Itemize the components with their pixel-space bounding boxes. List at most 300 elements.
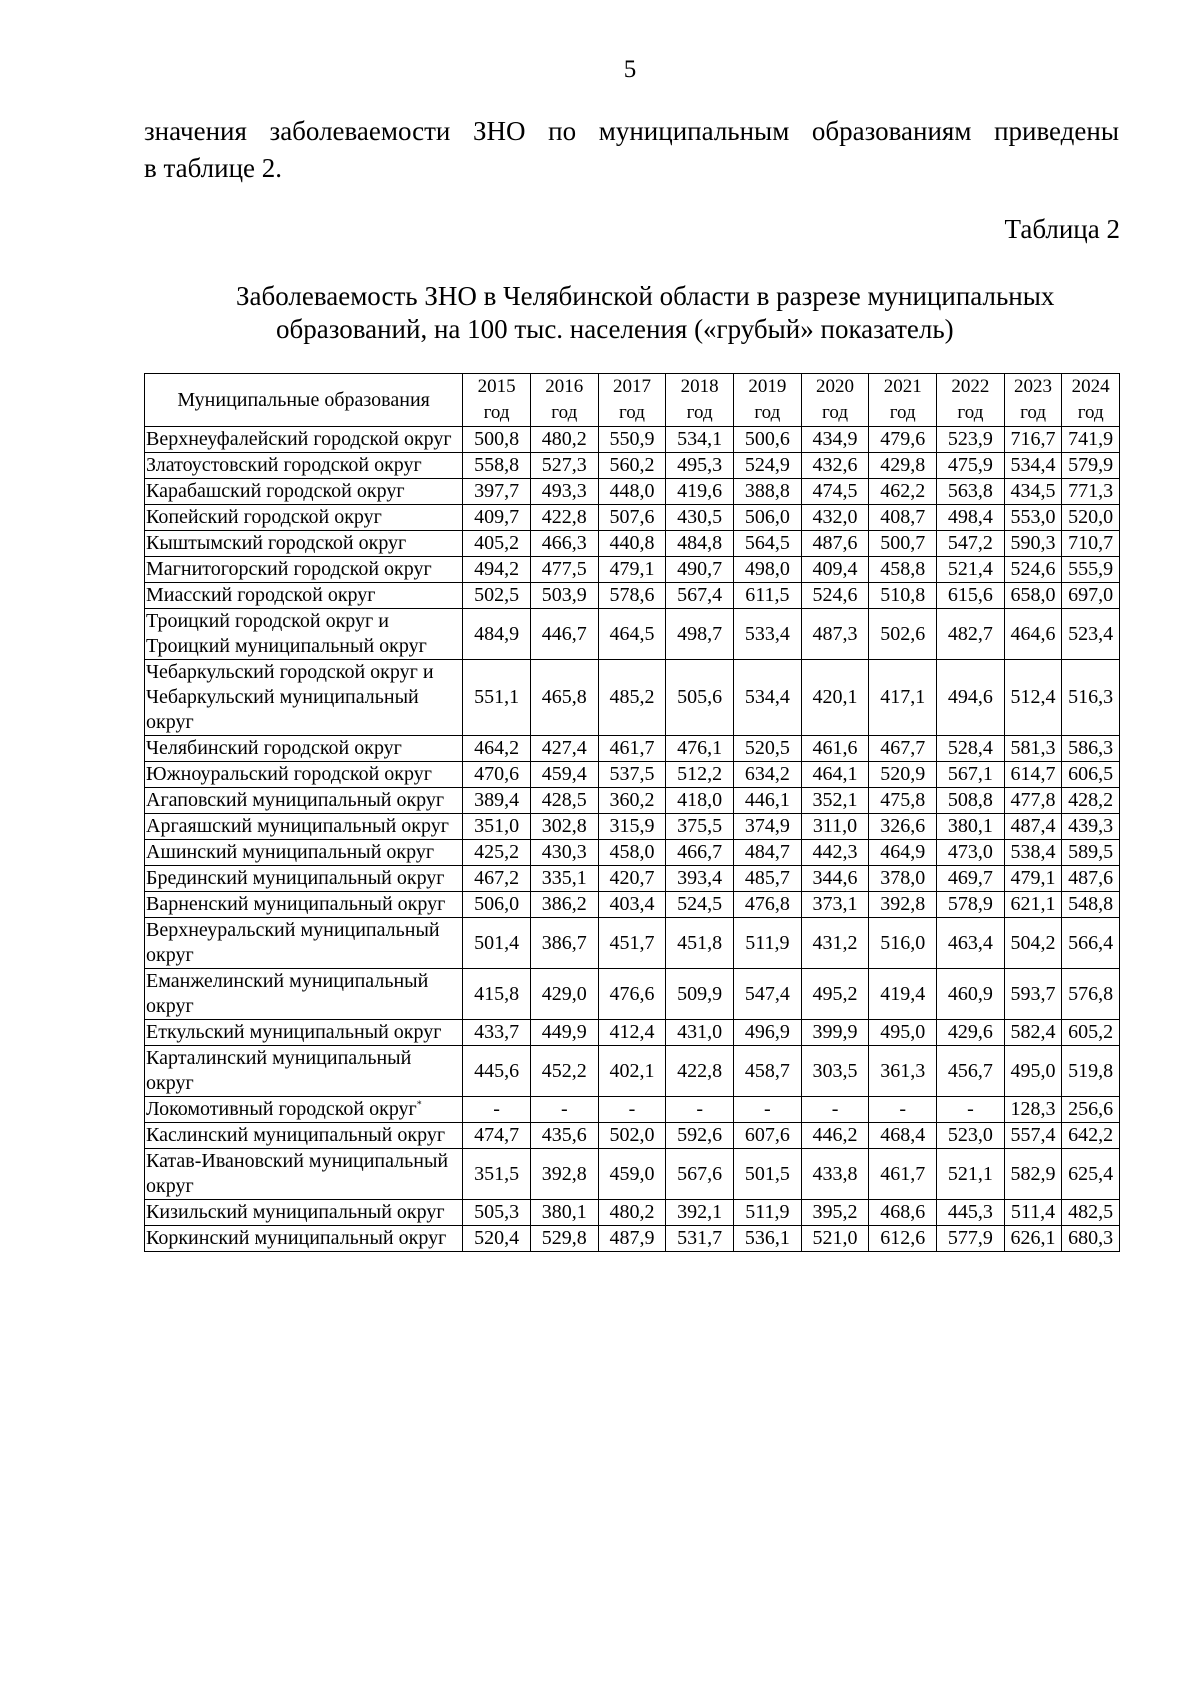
value-cell-2015: 433,7: [463, 1020, 531, 1046]
value-cell-2017: 479,1: [598, 557, 666, 583]
value-cell-2017: 507,6: [598, 505, 666, 531]
value-cell-2023: 621,1: [1004, 892, 1062, 918]
value-cell-2023: 590,3: [1004, 531, 1062, 557]
value-cell-2016: 386,7: [530, 918, 598, 969]
value-cell-2023: 581,3: [1004, 736, 1062, 762]
value-cell-2022: 567,1: [937, 762, 1005, 788]
table-caption: [144, 280, 1119, 346]
value-cell-2015: 558,8: [463, 453, 531, 479]
value-cell-2018: 498,7: [666, 609, 734, 660]
header-year-value: 2019: [748, 376, 787, 397]
value-cell-2021: 520,9: [869, 762, 937, 788]
value-cell-2019: 524,9: [734, 453, 802, 479]
value-cell-2019: -: [734, 1097, 802, 1123]
value-cell-2024: 428,2: [1062, 788, 1120, 814]
value-cell-2021: 392,8: [869, 892, 937, 918]
table-row: [145, 736, 1120, 762]
value-cell-2017: -: [598, 1097, 666, 1123]
value-cell-2023: 582,9: [1004, 1149, 1062, 1200]
value-cell-2015: 474,7: [463, 1123, 531, 1149]
municipality-name: Аргаяшский муниципальный округ: [146, 815, 449, 837]
header-year-value: 2016: [545, 376, 584, 397]
header-year-2022: [937, 374, 1005, 427]
value-cell-2016: 449,9: [530, 1020, 598, 1046]
table-row: [145, 1097, 1120, 1123]
value-cell-2019: 476,8: [734, 892, 802, 918]
header-year-suffix: год: [686, 402, 713, 423]
value-cell-2018: 534,1: [666, 427, 734, 453]
municipality-name-cell: [145, 788, 463, 814]
value-cell-2016: 429,0: [530, 969, 598, 1020]
value-cell-2015: 405,2: [463, 531, 531, 557]
value-cell-2018: 392,1: [666, 1200, 734, 1226]
value-cell-2021: 468,4: [869, 1123, 937, 1149]
header-year-2024: [1062, 374, 1120, 427]
value-cell-2016: 477,5: [530, 557, 598, 583]
header-year-2023: [1004, 374, 1062, 427]
municipality-name: Карталинский муниципальный округ: [146, 1047, 412, 1094]
value-cell-2017: 480,2: [598, 1200, 666, 1226]
intro-line-2: в таблице 2.: [144, 153, 283, 183]
value-cell-2022: 463,4: [937, 918, 1005, 969]
municipality-name-cell: [145, 840, 463, 866]
value-cell-2015: 484,9: [463, 609, 531, 660]
value-cell-2018: 505,6: [666, 660, 734, 736]
value-cell-2020: 399,9: [801, 1020, 869, 1046]
value-cell-2021: 417,1: [869, 660, 937, 736]
value-cell-2016: 422,8: [530, 505, 598, 531]
value-cell-2018: -: [666, 1097, 734, 1123]
value-cell-2016: 302,8: [530, 814, 598, 840]
value-cell-2015: 520,4: [463, 1226, 531, 1252]
value-cell-2019: 533,4: [734, 609, 802, 660]
value-cell-2023: 716,7: [1004, 427, 1062, 453]
value-cell-2016: 335,1: [530, 866, 598, 892]
value-cell-2024: 520,0: [1062, 505, 1120, 531]
value-cell-2023: 487,4: [1004, 814, 1062, 840]
value-cell-2022: 475,9: [937, 453, 1005, 479]
value-cell-2024: 439,3: [1062, 814, 1120, 840]
value-cell-2018: 451,8: [666, 918, 734, 969]
value-cell-2016: 430,3: [530, 840, 598, 866]
table-row: [145, 1046, 1120, 1097]
municipality-name: Кизильский муниципальный округ: [146, 1201, 445, 1223]
municipality-name: Каслинский муниципальный округ: [146, 1124, 446, 1146]
municipality-name-cell: [145, 505, 463, 531]
value-cell-2023: 534,4: [1004, 453, 1062, 479]
value-cell-2021: 464,9: [869, 840, 937, 866]
value-cell-2020: 303,5: [801, 1046, 869, 1097]
value-cell-2023: 434,5: [1004, 479, 1062, 505]
value-cell-2016: 527,3: [530, 453, 598, 479]
table-row: [145, 505, 1120, 531]
value-cell-2024: 576,8: [1062, 969, 1120, 1020]
value-cell-2022: 577,9: [937, 1226, 1005, 1252]
municipality-name-cell: [145, 1149, 463, 1200]
value-cell-2016: 386,2: [530, 892, 598, 918]
value-cell-2024: 625,4: [1062, 1149, 1120, 1200]
municipality-name-cell: [145, 892, 463, 918]
municipality-name: Златоустовский городской округ: [146, 454, 422, 476]
page-number: 5: [623, 56, 637, 83]
value-cell-2020: 431,2: [801, 918, 869, 969]
value-cell-2017: 315,9: [598, 814, 666, 840]
value-cell-2021: 500,7: [869, 531, 937, 557]
value-cell-2020: 487,6: [801, 531, 869, 557]
municipality-name: Еткульский муниципальный округ: [146, 1021, 442, 1043]
value-cell-2023: 658,0: [1004, 583, 1062, 609]
value-cell-2015: 397,7: [463, 479, 531, 505]
municipality-name-cell: [145, 557, 463, 583]
value-cell-2023: 504,2: [1004, 918, 1062, 969]
value-cell-2016: -: [530, 1097, 598, 1123]
value-cell-2020: 474,5: [801, 479, 869, 505]
value-cell-2020: 373,1: [801, 892, 869, 918]
header-year-value: 2022: [951, 376, 990, 397]
municipality-name: Миасский городской округ: [146, 584, 376, 606]
value-cell-2017: 487,9: [598, 1226, 666, 1252]
table-row: [145, 557, 1120, 583]
table-row: [145, 814, 1120, 840]
value-cell-2018: 393,4: [666, 866, 734, 892]
value-cell-2019: 501,5: [734, 1149, 802, 1200]
value-cell-2016: 529,8: [530, 1226, 598, 1252]
value-cell-2024: 697,0: [1062, 583, 1120, 609]
value-cell-2015: 494,2: [463, 557, 531, 583]
table-row: [145, 866, 1120, 892]
value-cell-2024: 516,3: [1062, 660, 1120, 736]
value-cell-2022: 508,8: [937, 788, 1005, 814]
caption-line-2: образований, на 100 тыс. населения («грубый» показатель): [276, 314, 954, 344]
value-cell-2022: 523,9: [937, 427, 1005, 453]
value-cell-2024: 482,5: [1062, 1200, 1120, 1226]
incidence-table: [144, 373, 1120, 1252]
header-year-value: 2015: [477, 376, 516, 397]
value-cell-2015: 445,6: [463, 1046, 531, 1097]
value-cell-2018: 495,3: [666, 453, 734, 479]
value-cell-2016: 435,6: [530, 1123, 598, 1149]
value-cell-2023: 582,4: [1004, 1020, 1062, 1046]
municipality-name-cell: [145, 969, 463, 1020]
value-cell-2017: 403,4: [598, 892, 666, 918]
value-cell-2023: 495,0: [1004, 1046, 1062, 1097]
value-cell-2018: 476,1: [666, 736, 734, 762]
municipality-name: Верхнеуральский муниципальный округ: [146, 919, 440, 966]
value-cell-2022: 429,6: [937, 1020, 1005, 1046]
value-cell-2021: 408,7: [869, 505, 937, 531]
table-row: [145, 609, 1120, 660]
value-cell-2017: 402,1: [598, 1046, 666, 1097]
value-cell-2023: 538,4: [1004, 840, 1062, 866]
value-cell-2022: 456,7: [937, 1046, 1005, 1097]
value-cell-2021: 467,7: [869, 736, 937, 762]
value-cell-2016: 380,1: [530, 1200, 598, 1226]
value-cell-2019: 534,4: [734, 660, 802, 736]
table-row: [145, 427, 1120, 453]
value-cell-2020: 409,4: [801, 557, 869, 583]
table-row: [145, 1200, 1120, 1226]
value-cell-2022: 547,2: [937, 531, 1005, 557]
value-cell-2017: 458,0: [598, 840, 666, 866]
value-cell-2020: 521,0: [801, 1226, 869, 1252]
municipality-name-cell: [145, 609, 463, 660]
value-cell-2019: 634,2: [734, 762, 802, 788]
table-row: [145, 1226, 1120, 1252]
value-cell-2018: 509,9: [666, 969, 734, 1020]
value-cell-2021: 361,3: [869, 1046, 937, 1097]
header-year-suffix: год: [618, 402, 645, 423]
value-cell-2018: 567,6: [666, 1149, 734, 1200]
value-cell-2024: 710,7: [1062, 531, 1120, 557]
table-row: [145, 762, 1120, 788]
value-cell-2021: 612,6: [869, 1226, 937, 1252]
value-cell-2018: 490,7: [666, 557, 734, 583]
value-cell-2019: 500,6: [734, 427, 802, 453]
value-cell-2022: 528,4: [937, 736, 1005, 762]
value-cell-2017: 464,5: [598, 609, 666, 660]
municipality-name-cell: [145, 762, 463, 788]
value-cell-2022: 523,0: [937, 1123, 1005, 1149]
value-cell-2024: 680,3: [1062, 1226, 1120, 1252]
value-cell-2015: 467,2: [463, 866, 531, 892]
header-municipality: Муниципальные образования: [145, 374, 463, 427]
value-cell-2017: 461,7: [598, 736, 666, 762]
value-cell-2015: 425,2: [463, 840, 531, 866]
municipality-name: Агаповский муниципальный округ: [146, 789, 445, 811]
municipality-name-cell: [145, 453, 463, 479]
table-label: Таблица 2: [1004, 214, 1120, 244]
municipality-name: Варненский муниципальный округ: [146, 893, 446, 915]
value-cell-2015: 351,0: [463, 814, 531, 840]
table-row: [145, 660, 1120, 736]
value-cell-2020: 461,6: [801, 736, 869, 762]
value-cell-2015: 505,3: [463, 1200, 531, 1226]
value-cell-2019: 484,7: [734, 840, 802, 866]
value-cell-2023: 553,0: [1004, 505, 1062, 531]
municipality-name: Копейский городской округ: [146, 506, 382, 528]
value-cell-2017: 448,0: [598, 479, 666, 505]
municipality-name: Карабашский городской округ: [146, 480, 405, 502]
header-year-suffix: год: [551, 402, 578, 423]
municipality-name-cell: [145, 1097, 463, 1123]
intro-line-1: значения заболеваемости ЗНО по муниципальным образованиям приведены: [144, 116, 1119, 146]
value-cell-2024: 555,9: [1062, 557, 1120, 583]
value-cell-2020: 487,3: [801, 609, 869, 660]
value-cell-2017: 420,7: [598, 866, 666, 892]
municipality-name: Ашинский муниципальный округ: [146, 841, 435, 863]
value-cell-2022: -: [937, 1097, 1005, 1123]
value-cell-2023: 524,6: [1004, 557, 1062, 583]
value-cell-2023: 512,4: [1004, 660, 1062, 736]
value-cell-2016: 427,4: [530, 736, 598, 762]
header-year-suffix: год: [822, 402, 848, 423]
value-cell-2022: 380,1: [937, 814, 1005, 840]
value-cell-2018: 466,7: [666, 840, 734, 866]
table-row: [145, 840, 1120, 866]
table-row: [145, 969, 1120, 1020]
value-cell-2015: 415,8: [463, 969, 531, 1020]
value-cell-2024: 642,2: [1062, 1123, 1120, 1149]
value-cell-2016: 465,8: [530, 660, 598, 736]
value-cell-2020: 442,3: [801, 840, 869, 866]
value-cell-2020: 432,6: [801, 453, 869, 479]
header-year-value: 2018: [680, 376, 719, 397]
value-cell-2021: 429,8: [869, 453, 937, 479]
value-cell-2015: 551,1: [463, 660, 531, 736]
municipality-name-cell: [145, 1200, 463, 1226]
value-cell-2016: 493,3: [530, 479, 598, 505]
municipality-name: Катав-Ивановский муниципальный округ: [146, 1150, 449, 1197]
value-cell-2020: 433,8: [801, 1149, 869, 1200]
value-cell-2019: 446,1: [734, 788, 802, 814]
value-cell-2024: 566,4: [1062, 918, 1120, 969]
header-year-2016: [530, 374, 598, 427]
value-cell-2021: 458,8: [869, 557, 937, 583]
value-cell-2020: 464,1: [801, 762, 869, 788]
value-cell-2017: 485,2: [598, 660, 666, 736]
value-cell-2019: 511,9: [734, 918, 802, 969]
value-cell-2018: 484,8: [666, 531, 734, 557]
value-cell-2024: 741,9: [1062, 427, 1120, 453]
value-cell-2022: 494,6: [937, 660, 1005, 736]
value-cell-2023: 626,1: [1004, 1226, 1062, 1252]
municipality-name-cell: [145, 1046, 463, 1097]
value-cell-2016: 452,2: [530, 1046, 598, 1097]
value-cell-2022: 473,0: [937, 840, 1005, 866]
municipality-name: Брединский муниципальный округ: [146, 867, 445, 889]
value-cell-2023: 464,6: [1004, 609, 1062, 660]
value-cell-2018: 531,7: [666, 1226, 734, 1252]
value-cell-2019: 511,9: [734, 1200, 802, 1226]
value-cell-2021: 378,0: [869, 866, 937, 892]
municipality-name: Локомотивный городской округ: [146, 1098, 417, 1120]
header-year-2017: [598, 374, 666, 427]
municipality-name: Южноуральский городской округ: [146, 763, 432, 785]
value-cell-2020: 344,6: [801, 866, 869, 892]
value-cell-2019: 388,8: [734, 479, 802, 505]
value-cell-2019: 607,6: [734, 1123, 802, 1149]
value-cell-2024: 256,6: [1062, 1097, 1120, 1123]
municipality-name: Кыштымский городской округ: [146, 532, 407, 554]
value-cell-2019: 611,5: [734, 583, 802, 609]
value-cell-2017: 451,7: [598, 918, 666, 969]
value-cell-2019: 496,9: [734, 1020, 802, 1046]
value-cell-2023: 128,3: [1004, 1097, 1062, 1123]
value-cell-2016: 446,7: [530, 609, 598, 660]
value-cell-2016: 428,5: [530, 788, 598, 814]
value-cell-2018: 512,2: [666, 762, 734, 788]
value-cell-2024: 589,5: [1062, 840, 1120, 866]
value-cell-2022: 482,7: [937, 609, 1005, 660]
header-year-2019: [734, 374, 802, 427]
value-cell-2015: 506,0: [463, 892, 531, 918]
value-cell-2019: 520,5: [734, 736, 802, 762]
value-cell-2017: 502,0: [598, 1123, 666, 1149]
value-cell-2015: 470,6: [463, 762, 531, 788]
value-cell-2020: 311,0: [801, 814, 869, 840]
value-cell-2021: 468,6: [869, 1200, 937, 1226]
table-row: [145, 1123, 1120, 1149]
municipality-name-cell: [145, 1123, 463, 1149]
value-cell-2017: 550,9: [598, 427, 666, 453]
value-cell-2020: -: [801, 1097, 869, 1123]
value-cell-2019: 374,9: [734, 814, 802, 840]
header-year-suffix: год: [957, 402, 984, 423]
municipality-name-cell: [145, 427, 463, 453]
value-cell-2020: 446,2: [801, 1123, 869, 1149]
table-header-row: [145, 374, 1120, 427]
municipality-name-cell: [145, 479, 463, 505]
municipality-name: Коркинский муниципальный округ: [146, 1227, 447, 1249]
value-cell-2021: -: [869, 1097, 937, 1123]
municipality-name: Еманжелинский муниципальный округ: [146, 970, 429, 1017]
table-row: [145, 892, 1120, 918]
table-row: [145, 453, 1120, 479]
value-cell-2019: 547,4: [734, 969, 802, 1020]
header-year-value: 2020: [816, 376, 855, 397]
value-cell-2023: 479,1: [1004, 866, 1062, 892]
value-cell-2018: 375,5: [666, 814, 734, 840]
table-row: [145, 531, 1120, 557]
value-cell-2021: 516,0: [869, 918, 937, 969]
header-year-2015: [463, 374, 531, 427]
value-cell-2018: 592,6: [666, 1123, 734, 1149]
value-cell-2017: 440,8: [598, 531, 666, 557]
value-cell-2017: 412,4: [598, 1020, 666, 1046]
value-cell-2022: 460,9: [937, 969, 1005, 1020]
header-year-suffix: год: [483, 402, 510, 423]
header-year-2018: [666, 374, 734, 427]
value-cell-2018: 418,0: [666, 788, 734, 814]
value-cell-2024: 579,9: [1062, 453, 1120, 479]
municipality-name-cell: [145, 866, 463, 892]
value-cell-2016: 480,2: [530, 427, 598, 453]
value-cell-2021: 462,2: [869, 479, 937, 505]
value-cell-2016: 503,9: [530, 583, 598, 609]
value-cell-2021: 461,7: [869, 1149, 937, 1200]
header-year-2020: [801, 374, 869, 427]
value-cell-2023: 511,4: [1004, 1200, 1062, 1226]
table-row: [145, 583, 1120, 609]
value-cell-2022: 521,4: [937, 557, 1005, 583]
value-cell-2016: 392,8: [530, 1149, 598, 1200]
value-cell-2019: 485,7: [734, 866, 802, 892]
value-cell-2020: 524,6: [801, 583, 869, 609]
value-cell-2021: 479,6: [869, 427, 937, 453]
value-cell-2020: 395,2: [801, 1200, 869, 1226]
municipality-name: Троицкий городской округ и Троицкий муниципальный округ: [146, 610, 427, 657]
header-year-value: 2017: [612, 376, 651, 397]
value-cell-2018: 419,6: [666, 479, 734, 505]
municipality-name-cell: [145, 918, 463, 969]
value-cell-2019: 506,0: [734, 505, 802, 531]
value-cell-2024: 606,5: [1062, 762, 1120, 788]
value-cell-2021: 326,6: [869, 814, 937, 840]
table-body: [145, 427, 1120, 1252]
value-cell-2018: 567,4: [666, 583, 734, 609]
municipality-name-cell: [145, 1226, 463, 1252]
value-cell-2017: 360,2: [598, 788, 666, 814]
value-cell-2022: 498,4: [937, 505, 1005, 531]
value-cell-2024: 519,8: [1062, 1046, 1120, 1097]
value-cell-2020: 352,1: [801, 788, 869, 814]
value-cell-2021: 510,8: [869, 583, 937, 609]
value-cell-2021: 502,6: [869, 609, 937, 660]
value-cell-2021: 475,8: [869, 788, 937, 814]
value-cell-2024: 487,6: [1062, 866, 1120, 892]
value-cell-2019: 564,5: [734, 531, 802, 557]
value-cell-2021: 419,4: [869, 969, 937, 1020]
